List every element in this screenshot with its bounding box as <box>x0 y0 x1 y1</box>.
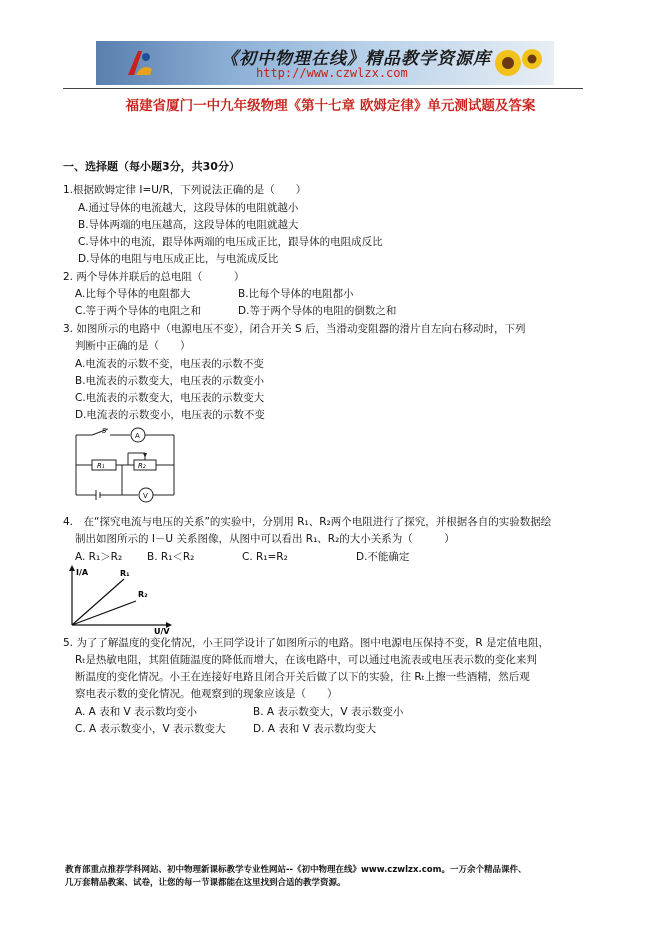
question-4-option-d: D.不能确定 <box>356 551 410 563</box>
question-4-option-a: A. R₁＞R₂ <box>75 551 123 563</box>
x-axis-label: U/V <box>154 627 170 635</box>
r2-label: R₂ <box>138 462 146 470</box>
sunflower-icon <box>486 43 546 83</box>
slider-arrow-icon <box>143 453 147 458</box>
question-1-option-a: A.通过导体的电流越大，这段导体的电阻就越小 <box>78 202 299 214</box>
question-2-option-b: B.比每个导体的电阻都小 <box>238 288 354 300</box>
voltmeter-label: V <box>143 492 148 500</box>
question-5-option-a: A. A 表和 V 表示数均变小 <box>75 706 198 718</box>
question-4-option-b: B. R₁＜R₂ <box>147 551 195 563</box>
question-2-stem: 2. 两个导体并联后的总电阻（ ） <box>63 271 245 283</box>
header-rule <box>63 88 583 89</box>
question-3-option-c: C.电流表的示数变大，电压表的示数变大 <box>75 392 265 404</box>
question-5-option-d: D. A 表和 V 表示数均变大 <box>253 723 377 735</box>
logo-icon <box>124 47 154 79</box>
question-4-stem-line2: 制出如图所示的 I－U 关系图像，从图中可以看出 R₁、R₂的大小关系为（ ） <box>75 533 455 545</box>
question-3-stem-line1: 3. 如图所示的电路中（电源电压不变），闭合开关 S 后，当滑动变阻器的滑片自左向右移动时，下列 <box>63 323 526 335</box>
y-axis-label: I/A <box>76 568 89 577</box>
question-5-line2: Rₜ是热敏电阻，其阻值随温度的降低而增大，在该电路中，可以通过电流表或电压表示数的变化来判 <box>75 654 537 666</box>
question-2-option-a: A.比每个导体的电阻都大 <box>75 288 191 300</box>
question-1-option-d: D.导体的电阻与电压成正比，与电流成反比 <box>78 253 279 265</box>
question-4-stem-line1: 4. 在“探究电流与电压的关系”的实验中，分别用 R₁、R₂两个电阻进行了探究，并根据各自的实验数据绘 <box>63 516 552 528</box>
section-heading: 一、选择题（每小题3分，共30分） <box>63 160 240 173</box>
question-1-stem: 1.根据欧姆定律 I=U/R，下列说法正确的是（ ） <box>63 184 307 196</box>
header-banner <box>96 41 554 85</box>
question-3-stem-line2: 判断中正确的是（ ） <box>75 340 191 352</box>
question-4-option-c: C. R₁=R₂ <box>242 551 288 563</box>
question-2-option-c: C.等于两个导体的电阻之和 <box>75 305 202 317</box>
document-title: 福建省厦门一中九年级物理《第十七章 欧姆定律》单元测试题及答案 <box>125 98 536 114</box>
banner-url[interactable]: http://www.czwlzx.com <box>256 66 408 80</box>
question-5-option-c: C. A 表示数变小，V 表示数变大 <box>75 723 226 735</box>
page-footer <box>65 864 605 890</box>
footer-line1: 教育部重点推荐学科网站、初中物理新课标教学专业性网站--《初中物理在线》www.czwlzx.com。一万余个精品课件、 <box>65 865 527 875</box>
question-5-option-b: B. A 表示数变大，V 表示数变小 <box>253 706 404 718</box>
question-5-line4: 察电表示数的变化情况。他观察到的现象应该是（ ） <box>75 688 338 700</box>
question-3-option-b: B.电流表的示数变大，电压表的示数变小 <box>75 375 265 387</box>
question-1-option-b: B.导体两端的电压越高，这段导体的电阻就越大 <box>78 219 299 231</box>
circuit-diagram-q3 <box>70 425 182 503</box>
switch-label: S <box>102 427 107 435</box>
iu-graph-q4 <box>62 563 180 635</box>
line-r2-label: R₂ <box>138 590 148 599</box>
question-5-line1: 5. 为了了解温度的变化情况，小王同学设计了如图所示的电路。图中电源电压保持不变，R 是定值电阻， <box>63 637 549 649</box>
banner-title: 《初中物理在线》精品教学资源库 <box>221 49 491 69</box>
y-axis-arrow-icon <box>69 565 75 571</box>
ammeter-label: A <box>135 432 140 440</box>
question-2-option-d: D.等于两个导体的电阻的倒数之和 <box>238 305 397 317</box>
r1-label: R₁ <box>97 462 105 470</box>
question-3-option-a: A.电流表的示数不变，电压表的示数不变 <box>75 358 264 370</box>
question-5-line3: 断温度的变化情况。小王在连接好电路且闭合开关后做了以下的实验，往 Rₜ上擦一些酒精，然后观 <box>75 671 530 683</box>
footer-line2: 几万套精品教案、试卷，让您的每一节课都能在这里找到合适的教学资源。 <box>65 878 346 888</box>
question-1-option-c: C.导体中的电流，跟导体两端的电压成正比，跟导体的电阻成反比 <box>78 236 383 248</box>
question-3-option-d: D.电流表的示数变小，电压表的示数不变 <box>75 409 265 421</box>
line-r1-label: R₁ <box>120 569 130 578</box>
